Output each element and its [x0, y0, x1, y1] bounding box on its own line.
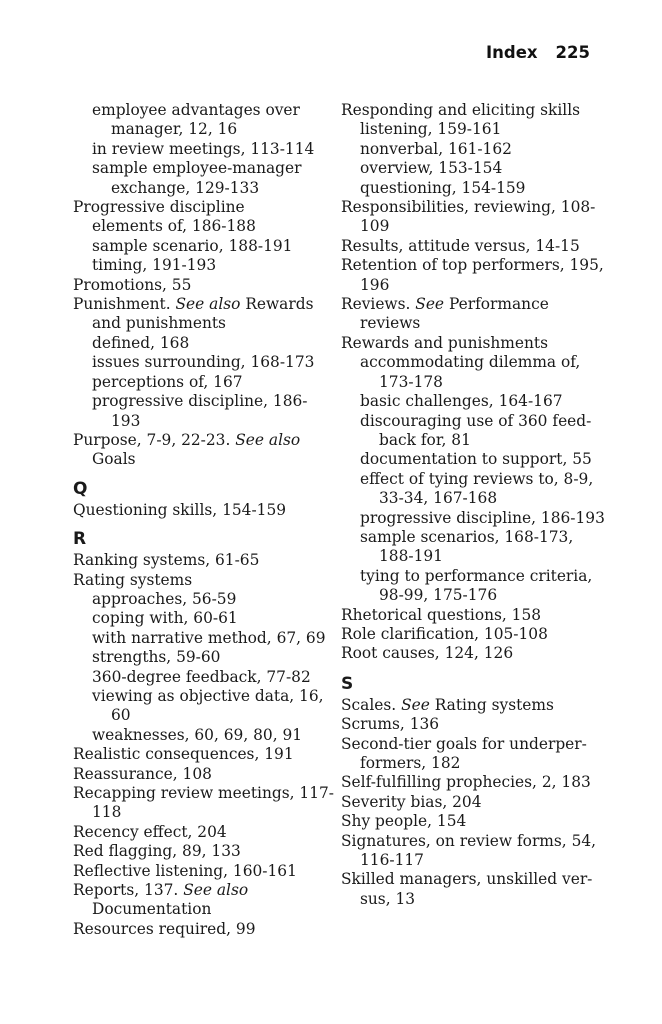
index-subentry: with narrative method, 67, 69	[92, 628, 326, 647]
index-entry: Retention of top performers, 195, 196	[341, 256, 604, 294]
index-subentry: tying to performance criteria, 98-99, 175-176	[360, 566, 593, 605]
index-subentry: accommodating dilemma of, 173-178	[360, 353, 581, 391]
see-reference: See	[401, 695, 430, 714]
entry-text: Purpose, 7-9, 22-23.	[73, 430, 236, 449]
index-letter-heading: R	[73, 529, 87, 550]
index-entry	[341, 295, 606, 334]
index-entry: Skilled managers, unskilled ver-sus, 13	[341, 870, 593, 908]
index-subentry: sample employee-manager exchange, 129-133	[92, 159, 302, 197]
index-subentry: sample scenario, 188-191	[92, 236, 293, 255]
index-entry: Signatures, on review forms, 54, 116-117	[341, 831, 597, 870]
index-entry: Severity bias, 204	[341, 792, 482, 811]
index-subentry: in review meetings, 113-114	[92, 139, 315, 158]
index-entry: Rating systems	[73, 570, 193, 589]
index-entry	[73, 295, 335, 334]
index-entry: Recapping review meetings, 117-118	[73, 784, 334, 822]
header-title: Index	[486, 43, 538, 62]
index-subentry: basic challenges, 164-167	[360, 392, 563, 411]
index-subentry: viewing as objective data, 16, 60	[92, 686, 324, 725]
index-entry: Questioning skills, 154-159	[73, 500, 287, 519]
index-letter-heading: Q	[73, 478, 88, 499]
index-entry: Resources required, 99	[73, 919, 256, 938]
index-entry: Ranking systems, 61-65	[73, 551, 260, 570]
entry-text: Reports, 137.	[73, 881, 184, 900]
index-subentry: discouraging use of 360 feed-back for, 81	[360, 411, 592, 449]
index-subentry: documentation to support, 55	[360, 450, 592, 469]
see-reference: See also	[183, 881, 249, 900]
see-reference: See	[415, 295, 445, 314]
index-entry: Self-fulfilling prophecies, 2, 183	[341, 773, 591, 792]
index-column-right	[341, 101, 606, 909]
index-entry: Scrums, 136	[341, 715, 440, 734]
index-entry: Promotions, 55	[73, 275, 192, 294]
index-entry	[73, 431, 335, 470]
index-subentry: strengths, 59-60	[92, 648, 221, 667]
entry-text: Reviews.	[341, 295, 416, 314]
index-subentry: progressive discipline, 186-193	[360, 508, 605, 527]
index-subentry: coping with, 60-61	[92, 609, 238, 628]
index-subentry: defined, 168	[92, 333, 190, 352]
index-entry: Realistic consequences, 191	[73, 745, 294, 764]
index-entry: Responding and eliciting skills	[341, 101, 581, 119]
entry-text: Punishment.	[73, 295, 176, 314]
index-subentry: timing, 191-193	[92, 256, 217, 275]
index-subentry: questioning, 154-159	[360, 178, 526, 197]
index-letter-heading: S	[341, 673, 354, 694]
entry-text: Scales.	[341, 695, 402, 714]
index-entry	[73, 881, 335, 920]
index-subentry: 360-degree feedback, 77-82	[92, 667, 311, 686]
index-entry: Results, attitude versus, 14-15	[341, 236, 580, 255]
index-column-left	[73, 101, 335, 939]
index-entry: Rhetorical questions, 158	[341, 605, 542, 624]
index-entry: Second-tier goals for underper-formers, 182	[341, 734, 587, 772]
see-target: Rewards and punishments	[92, 295, 314, 333]
index-entry: Red flagging, 89, 133	[73, 842, 241, 861]
index-entry: Shy people, 154	[341, 812, 467, 831]
index-subentry: progressive discipline, 186-193	[92, 392, 308, 430]
index-entry: Root causes, 124, 126	[341, 644, 514, 663]
index-entry: Reflective listening, 160-161	[73, 861, 297, 880]
index-entry: Recency effect, 204	[73, 822, 227, 841]
index-subentry: nonverbal, 161-162	[360, 139, 512, 158]
index-entry: Rewards and punishments	[341, 333, 548, 352]
see-reference: See also	[235, 430, 301, 449]
index-entry	[341, 696, 606, 715]
index-entry: Role clarification, 105-108	[341, 624, 548, 643]
index-subentry: overview, 153-154	[360, 159, 503, 178]
index-entry: Responsibilities, reviewing, 108-109	[341, 198, 596, 236]
index-entry: Progressive discipline	[73, 198, 245, 217]
index-subentry: effect of tying reviews to, 8-9, 33-34, 167-168	[360, 469, 594, 508]
index-subentry: perceptions of, 167	[92, 372, 243, 391]
index-subentry: employee advantages over manager, 12, 16	[92, 101, 300, 139]
index-subentry: listening, 159-161	[360, 120, 502, 139]
running-header	[486, 43, 590, 62]
index-subentry: approaches, 56-59	[92, 589, 237, 608]
index-subentry: issues surrounding, 168-173	[92, 353, 315, 372]
index-entry: Reassurance, 108	[73, 764, 212, 783]
see-reference: See also	[175, 295, 241, 314]
see-target: Goals	[92, 450, 136, 469]
see-target: Documentation	[92, 900, 212, 919]
see-target: Performance reviews	[360, 295, 549, 333]
index-subentry: sample scenarios, 168-173, 188-191	[360, 527, 574, 566]
index-subentry: weaknesses, 60, 69, 80, 91	[92, 725, 303, 744]
page-number: 225	[555, 43, 590, 62]
index-subentry: elements of, 186-188	[92, 217, 256, 236]
see-target: Rating systems	[429, 695, 554, 714]
